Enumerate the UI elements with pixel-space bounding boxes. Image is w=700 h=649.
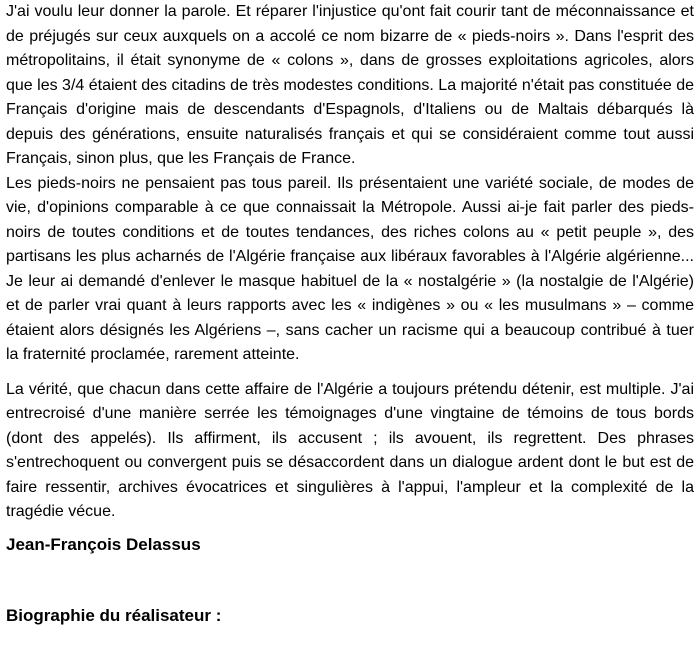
paragraph-truth: La vérité, que chacun dans cette affaire de l'Algérie a toujours prétendu détenir, est multiple. J'ai entrecroisé d'une manière serrée les témoignages d'une vingtaine de témoins de tous bords (dont des appelés). Ils affirment, ils accusent ; ils avouent, ils regrettent. Des phrases s'entrechoquent ou convergent puis se désaccordent dans un dialogue ardent dont le but est de faire ressentir, archives évocatrices et singulières à l'appui, l'ampleur et la complexité de la tragédie vécue. xyxy=(6,380,694,520)
author-signature: Jean-François Delassus xyxy=(6,534,201,554)
paragraph-pieds-noirs-intro: J'ai voulu leur donner la parole. Et réparer l'injustice qu'ont fait courir tant de méconnaissance et de préjugés sur ceux auxquels on a accolé ce nom bizarre de « pieds-noirs ». Dans l'esprit des métropolitains, il était synonyme de « colons », dans de grosses exploitations agricoles, alors que les 3/4 étaient des citadins de très modestes conditions. La majorité n'était pas constituée de Français d'origine mais de descendants d'Espagnols, d'Italiens ou de Maltais débarqués là depuis des générations, ensuite naturalisés français et qui se considéraient comme tout aussi Français, sinon plus, que les Français de France. xyxy=(6,3,694,167)
paragraph-diversity: Les pieds-noirs ne pensaient pas tous pareil. Ils présentaient une variété sociale, de modes de vie, d'opinions comparable à ce que connaissait la Métropole. Aussi ai-je fait parler des pieds-noirs de toutes conditions et de toutes tendances, des riches colons au « petit peuple », des partisans les plus acharnés de l'Algérie française aux libéraux favorables à l'Algérie algérienne... Je leur ai demandé d'enlever le masque habituel de la « nostalgérie » (la nostalgie de l'Algérie) et de parler vrai quant à leurs rapports avec les « indigènes » ou « les musulmans » – comme étaient alors désignés les Algériens –, sans cacher un racisme qui a beaucoup contribué à tuer la fraternité proclamée, rarement atteinte. xyxy=(6,174,694,363)
biography-heading: Biographie du réalisateur : xyxy=(6,605,222,625)
